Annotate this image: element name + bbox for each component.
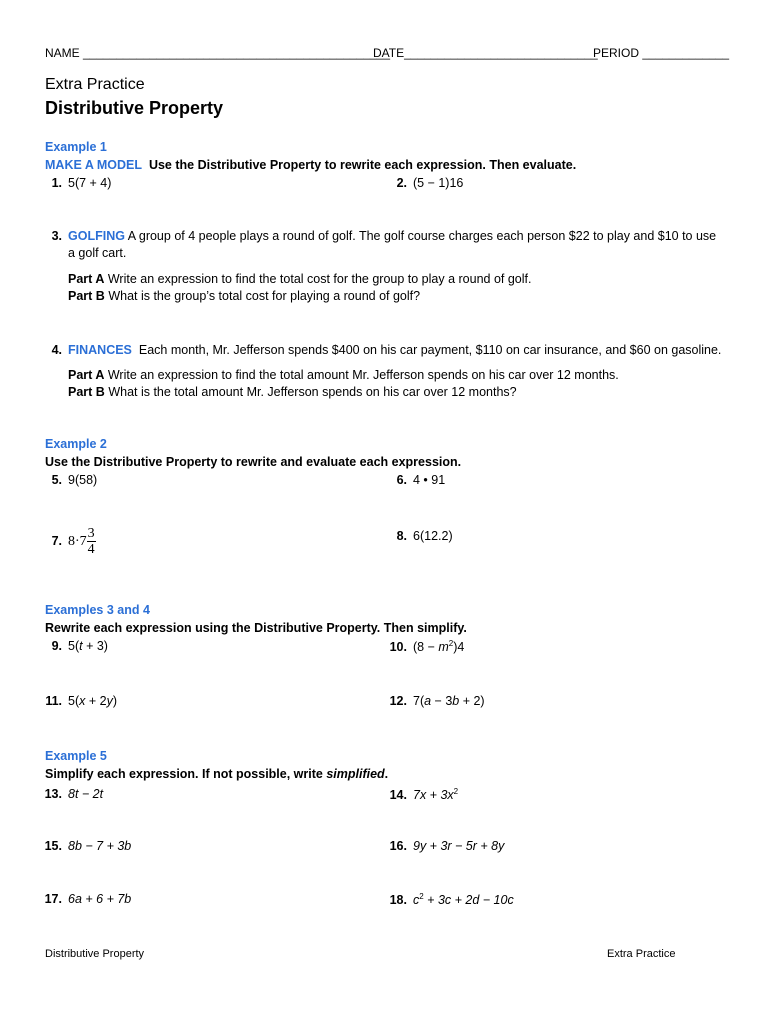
part-label: Part A — [68, 272, 105, 286]
problem-1 — [40, 176, 111, 190]
problem-expression: 6(12.2) — [413, 529, 453, 543]
example1-heading: Example 1 — [45, 140, 107, 154]
problem-number: 4. — [51, 343, 62, 357]
problem-expression: 8·7 — [68, 533, 87, 549]
expr-variable: m — [438, 640, 449, 655]
expr-exponent: 2 — [448, 639, 454, 648]
problem-number: 7. — [51, 533, 62, 548]
problem-number: 13. — [44, 787, 62, 801]
instruction-text: Simplify each expression. If not possible, write — [45, 767, 327, 781]
problem-number: 17. — [44, 892, 62, 906]
problem-number: 6. — [396, 473, 407, 487]
problem-9 — [40, 639, 108, 653]
golfing-tag: GOLFING — [68, 229, 125, 243]
example34-heading: Examples 3 and 4 — [45, 603, 150, 617]
problem-number: 2. — [396, 176, 407, 190]
problem-3-text-cont: a golf cart. — [68, 246, 127, 260]
finances-tag: FINANCES — [68, 343, 132, 357]
footer-right: Extra Practice — [607, 948, 676, 960]
problem-17 — [40, 892, 131, 906]
problem-4-text: Each month, Mr. Jefferson spends $400 on his car payment, $110 on car insurance, and $60 on gasoline. — [138, 343, 722, 357]
example2-heading: Example 2 — [45, 437, 107, 451]
expr-part: 5( — [68, 639, 80, 653]
problem-number: 5. — [51, 473, 62, 487]
expr-part: 5( — [68, 694, 80, 708]
problem-14 — [385, 787, 458, 802]
problem-7 — [40, 526, 96, 557]
problem-number: 12. — [389, 694, 407, 708]
problem-expression: 5(7 + 4) — [68, 176, 112, 190]
part-label: Part B — [68, 289, 105, 303]
part-text: What is the group’s total cost for playing a round of golf? — [108, 289, 421, 303]
problem-4 — [40, 343, 721, 357]
problem-2 — [385, 176, 463, 190]
problem-15 — [40, 839, 131, 853]
problem-16 — [385, 839, 504, 853]
expr-variable: t — [79, 639, 83, 653]
part-text: What is the total amount Mr. Jefferson spends on his car over 12 months? — [108, 385, 517, 399]
problem-expression: (5 − 1)16 — [413, 176, 464, 190]
footer-left: Distributive Property — [45, 948, 145, 960]
problem-3-part-a — [68, 272, 531, 286]
expr-part: 7( — [413, 694, 425, 708]
problem-3-part-b — [68, 289, 420, 303]
problem-18 — [385, 892, 514, 907]
problem-expression: 6a + 6 + 7b — [68, 892, 132, 906]
fraction-denominator: 4 — [87, 542, 95, 557]
problem-3-text: A group of 4 people plays a round of golf. The golf course charges each person $22 to play and $10 to use — [127, 229, 717, 243]
problem-13 — [40, 787, 103, 801]
instruction-text: . — [384, 767, 389, 781]
expr-variable: b — [452, 694, 460, 708]
expr-part: (8 − — [413, 640, 439, 655]
problem-number: 18. — [389, 893, 407, 908]
expr-exponent: 2 — [419, 892, 424, 901]
expr-variable: x — [79, 694, 86, 708]
example5-instruction — [45, 767, 388, 781]
expr-variable: a — [424, 694, 432, 708]
part-label: Part A — [68, 368, 105, 382]
problem-expression: 8b − 7 + 3b — [68, 839, 132, 853]
expr-part: )4 — [453, 640, 465, 655]
expr-part: + 3) — [82, 639, 108, 653]
problem-number: 9. — [51, 639, 62, 653]
problem-11 — [40, 694, 117, 708]
problem-number: 8. — [396, 529, 407, 543]
part-text: Write an expression to find the total amount Mr. Jefferson spends on his car over 12 months. — [107, 368, 619, 382]
example2-instruction: Use the Distributive Property to rewrite and evaluate each expression. — [45, 455, 462, 469]
problem-number: 16. — [389, 839, 407, 853]
problem-number: 1. — [51, 176, 62, 190]
make-a-model-tag: MAKE A MODEL — [45, 158, 142, 172]
problem-4-part-b — [68, 385, 517, 399]
expr-part: + 3c + 2d − 10c — [423, 893, 514, 908]
example5-heading: Example 5 — [45, 749, 107, 763]
problem-number: 15. — [44, 839, 62, 853]
fraction — [87, 526, 96, 557]
problem-5 — [40, 473, 97, 487]
problem-number: 14. — [389, 788, 407, 803]
problem-6 — [385, 473, 445, 487]
problem-4-part-a — [68, 368, 619, 382]
date-field: DATE_____________________________ — [373, 46, 598, 60]
instruction-emphasis: simplified — [326, 767, 385, 781]
expr-part: c — [413, 893, 420, 908]
problem-8 — [385, 529, 453, 543]
problem-expression: 7x + 3x — [413, 788, 454, 803]
problem-number: 3. — [51, 229, 62, 243]
expr-part: + 2 — [85, 694, 107, 708]
expr-part: − 3 — [431, 694, 453, 708]
problem-number: 11. — [45, 694, 62, 708]
expr-part: ) — [112, 694, 117, 708]
problem-3 — [40, 229, 716, 243]
worksheet-title: Distributive Property — [45, 98, 224, 118]
part-label: Part B — [68, 385, 105, 399]
problem-expression: 8t − 2t — [68, 787, 104, 801]
expr-exponent: 2 — [453, 787, 459, 796]
problem-10 — [385, 639, 464, 654]
expr-variable: y — [106, 694, 113, 708]
example34-instruction: Rewrite each expression using the Distributive Property. Then simplify. — [45, 621, 467, 635]
problem-number: 10. — [389, 640, 407, 655]
worksheet-subtitle: Extra Practice — [45, 76, 145, 93]
fraction-numerator: 3 — [87, 526, 95, 541]
problem-expression: 4 • 91 — [413, 473, 446, 487]
name-field: NAME ______________________________________________ — [45, 46, 390, 60]
part-text: Write an expression to find the total cost for the group to play a round of golf. — [107, 272, 532, 286]
problem-12 — [385, 694, 485, 708]
problem-expression: 9(58) — [68, 473, 98, 487]
period-field: PERIOD _____________ — [593, 46, 730, 60]
problem-expression: 9y + 3r − 5r + 8y — [413, 839, 505, 853]
example1-instruction-text: Use the Distributive Property to rewrite each expression. Then evaluate. — [148, 158, 577, 172]
example1-instruction — [45, 158, 576, 172]
expr-part: + 2) — [459, 694, 485, 708]
